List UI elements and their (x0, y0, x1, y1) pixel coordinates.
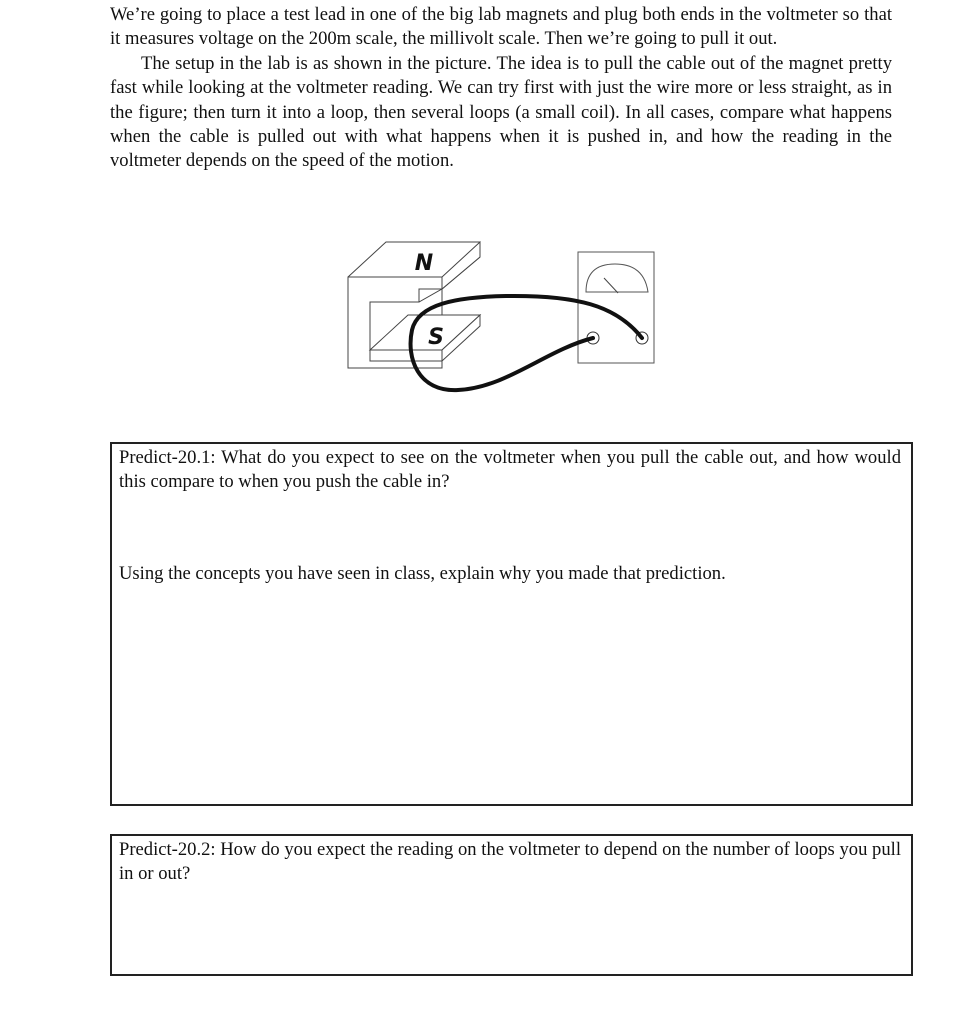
voltmeter (578, 252, 654, 363)
south-pole-block (370, 315, 480, 361)
predict-20-1-answer-area[interactable] (119, 498, 901, 554)
magnet-voltmeter-figure (346, 240, 658, 395)
predict-20-2-answer-area[interactable] (119, 890, 901, 968)
intro-paragraph-2: The setup in the lab is as shown in the picture. The idea is to pull the cable out of the magnet pretty fast while looking at the voltmeter reading. We can try first with just the wire more or less straight, as in the figure; then turn it into a loop, then several loops (a small coil). In all cases, compare what happens when the cable is pulled out with what happens when it is pushed in, and how the reading in the voltmeter depends on the speed of the motion. (110, 52, 892, 172)
north-pole-label: N (414, 251, 434, 276)
predict-20-1-question: Predict-20.1: What do you expect to see on the voltmeter when you pull the cable out, and how would this compare to when you push the cable in? (119, 447, 901, 493)
predict-20-2-question: Predict-20.2: How do you expect the reading on the voltmeter to depend on the number of loops you pull in or out? (119, 839, 901, 885)
south-pole-label: S (428, 325, 444, 350)
predict-20-2-box (110, 834, 913, 976)
intro-paragraph-1: We’re going to place a test lead in one of the big lab magnets and plug both ends in the voltmeter so that it measures voltage on the 200m scale, the millivolt scale. Then we’re going to pull it out. (110, 4, 892, 50)
predict-20-1-explanation-area[interactable] (119, 590, 901, 798)
predict-20-1-box (110, 442, 913, 806)
predict-20-1-explain-prompt: Using the concepts you have seen in class, explain why you made that prediction. (119, 563, 726, 584)
document-body (110, 3, 892, 174)
